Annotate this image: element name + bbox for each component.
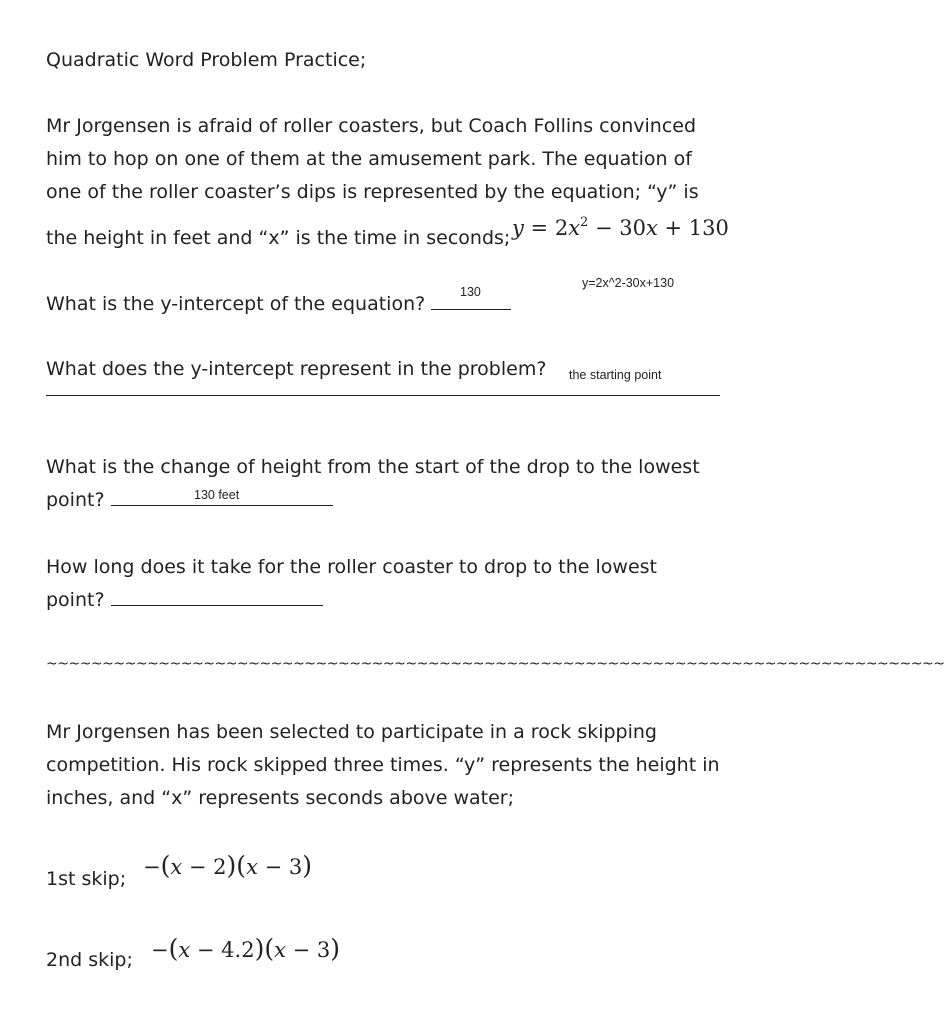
question-text: point? [46,489,105,511]
problem2-line: inches, and “x” represents seconds above water; [46,787,515,809]
eq-part: − 2 [182,855,227,879]
eq-x: x [568,216,581,240]
skip1-label: 1st skip; [46,868,127,890]
eq-part: − 4.2 [190,938,255,962]
skip1-equation: −(x − 2)(x − 3) [143,851,312,880]
question-height-change: What is the change of height from the start of the drop to the lowest [46,456,700,478]
question-text: What is the y-intercept of the equation? [46,293,426,315]
question-height-change-cont [46,484,333,517]
eq-part: − [151,938,169,962]
eq-exponent: 2 [580,215,589,230]
problem1-line: one of the roller coaster’s dips is represented by the equation; “y” is [46,181,699,203]
eq-y: y [512,216,524,240]
eq-x: x [178,938,191,962]
roller-coaster-equation [512,215,729,240]
answer-y-intercept: 130 [460,285,481,299]
answer-height-change: 130 feet [194,488,240,502]
eq-part: − 30 [588,216,646,240]
eq-part: − 3 [285,938,331,962]
eq-part: − 3 [257,855,303,879]
answer-y-intercept-meaning: the starting point [569,368,662,382]
question-y-intercept-meaning: What does the y-intercept represent in the problem? [46,358,547,380]
problem2-line: Mr Jorgensen has been selected to participate in a rock skipping [46,721,657,743]
eq-part: + 130 [657,216,729,240]
skip2-label: 2nd skip; [46,949,133,971]
eq-x: x [274,938,286,962]
question-text: point? [46,589,105,611]
question-y-intercept [46,288,511,321]
question-drop-time: How long does it take for the roller coaster to drop to the lowest [46,556,657,578]
answer-line[interactable] [46,395,720,396]
problem2-line: competition. His rock skipped three times. “y” represents the height in [46,754,720,776]
eq-x: x [246,855,258,879]
problem1-line: Mr Jorgensen is afraid of roller coasters, but Coach Follins convinced [46,115,697,137]
question-drop-time-cont [46,584,323,617]
answer-blank[interactable] [111,587,323,606]
equation-note: y=2x^2-30x+130 [582,276,675,290]
section-separator: ~~~~~~~~~~~~~~~~~~~~~~~~~~~~~~~~~~~~~~~~~~~~~~~~~~~~~~~~~~~~~~~~~~~~~~~~~~~~~~~~ [46,656,944,672]
worksheet-title: Quadratic Word Problem Practice; [46,49,367,71]
skip2-equation: −(x − 4.2)(x − 3) [151,934,341,963]
problem1-line: the height in feet and “x” is the time in seconds; [46,227,511,249]
eq-part: − [143,855,161,879]
eq-x: x [170,855,183,879]
eq-part: = 2 [523,216,569,240]
problem1-line: him to hop on one of them at the amusement park. The equation of [46,148,692,170]
eq-x: x [645,216,658,240]
